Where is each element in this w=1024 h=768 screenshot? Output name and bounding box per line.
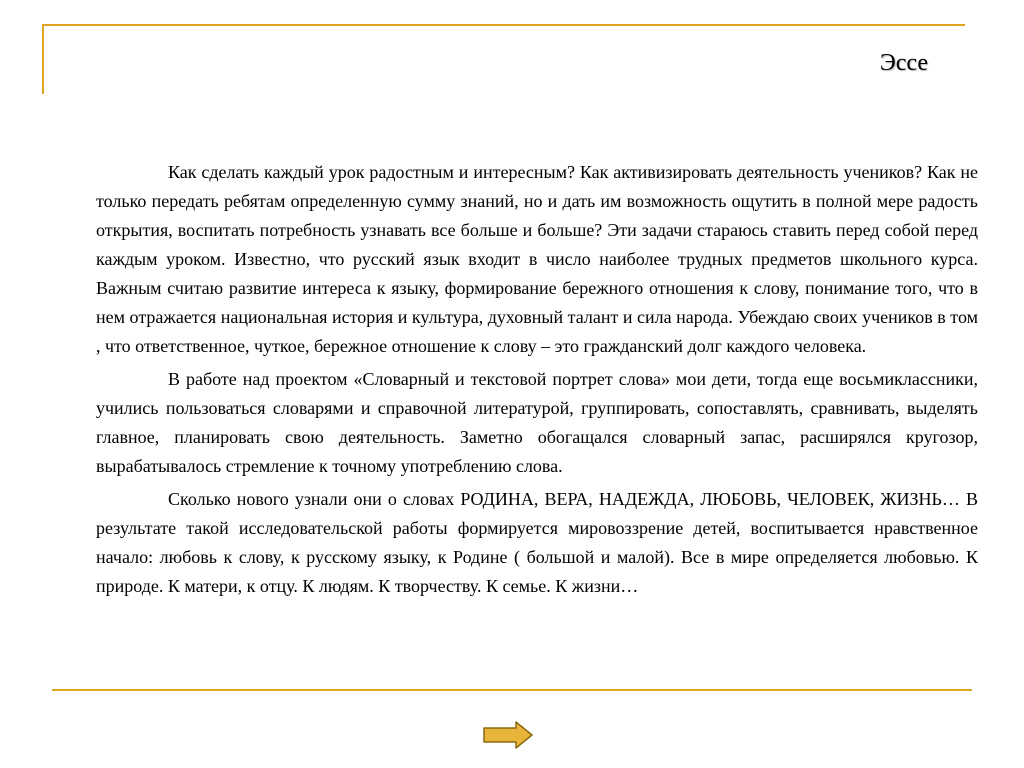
- frame-left-line: [42, 24, 44, 94]
- essay-body: [96, 158, 978, 605]
- arrow-right-icon: [482, 720, 534, 750]
- slide-title: Эссе: [879, 50, 928, 76]
- bottom-divider: [52, 689, 972, 691]
- next-slide-button[interactable]: [482, 720, 534, 750]
- essay-paragraph: Сколько нового узнали они о словах РОДИНА, ВЕРА, НАДЕЖДА, ЛЮБОВЬ, ЧЕЛОВЕК, ЖИЗНЬ… В результате такой исследовательской работы формируется мировоззрение детей, воспитывается нравственное начало: любовь к слову, к русскому языку, к Родине ( большой и малой). Все в мире определяется любовью. К природе. К матери, к отцу. К людям. К творчеству. К семье. К жизни…: [96, 489, 978, 596]
- essay-paragraph: В работе над проектом «Словарный и текстовой портрет слова» мои дети, тогда еще восьмиклассники, учились пользоваться словарями и справочной литературой, группировать, сопоставлять, сравнивать, выделять главное, планировать свою деятельность. Заметно обогащался словарный запас, расширялся кругозор, вырабатывалось стремление к точному употреблению слова.: [96, 369, 978, 476]
- essay-paragraph: Как сделать каждый урок радостным и интересным? Как активизировать деятельность учеников? Как не только передать ребятам определенную сумму знаний, но и дать им возможность ощутить в полной мере радость открытия, воспитать потребность узнавать все больше и больше? Эти задачи стараюсь ставить перед собой перед каждым уроком. Известно, что русский язык входит в число наиболее трудных предметов школьного курса. Важным считаю развитие интереса к языку, формирование бережного отношения к слову, понимание того, что в нем отражается национальная история и культура, духовный талант и сила народа. Убеждаю своих учеников в том , что ответственное, чуткое, бережное отношение к слову – это гражданский долг каждого человека.: [96, 162, 978, 356]
- frame-top-line: [42, 24, 965, 26]
